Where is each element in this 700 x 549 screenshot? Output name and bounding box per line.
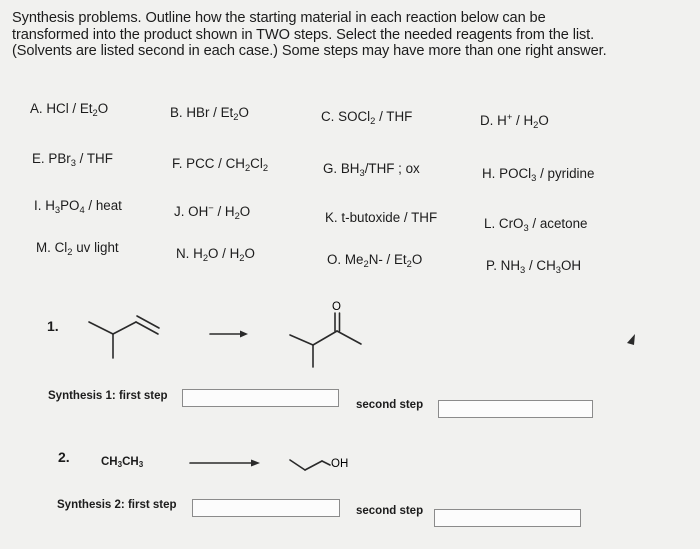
formula-part: O: [538, 113, 549, 128]
formula-part: CH: [122, 456, 139, 468]
formula-part: N- / Et: [368, 252, 407, 267]
reagent-letter: C.: [321, 109, 335, 124]
formula-part: 4: [79, 205, 85, 215]
formula-part: 2: [370, 116, 376, 126]
formula-part: PO: [60, 198, 80, 213]
formula-part: / heat: [84, 198, 122, 213]
reagent-letter: J.: [174, 204, 185, 219]
synthesis-1-second-step-label: second step: [356, 399, 424, 411]
formula-part: HCl / Et: [46, 101, 93, 116]
product-bond: [305, 461, 322, 470]
instruction-line: Synthesis problems. Outline how the starting material in each reaction below can be: [12, 10, 546, 26]
formula-part: 2: [67, 247, 73, 257]
reagent-letter: D.: [480, 113, 494, 128]
formula-part: Cl: [250, 156, 263, 171]
formula-part: O: [244, 246, 255, 261]
reagent-letter: F.: [172, 156, 183, 171]
reagent-letter: N.: [176, 246, 190, 261]
formula-part: +: [506, 112, 513, 122]
formula-part: 3: [555, 265, 561, 275]
reagent-letter: E.: [32, 151, 45, 166]
formula-part: / THF: [75, 151, 113, 166]
formula-part: H: [45, 198, 55, 213]
formula-part: O: [238, 105, 249, 120]
formula-part: / CH: [525, 258, 556, 273]
formula-part: H: [497, 113, 507, 128]
formula-part: O / H: [208, 246, 240, 261]
formula-part: / pyridine: [536, 166, 595, 181]
synthesis-2-second-step-label: second step: [356, 505, 424, 517]
synthesis-2-first-step-input[interactable]: [192, 499, 340, 517]
reagent-letter: G.: [323, 161, 338, 176]
reagent-letter: A.: [30, 101, 43, 116]
formula-part: NH: [500, 258, 521, 273]
formula-part: 2: [92, 108, 98, 118]
formula-part: O: [97, 101, 109, 116]
problem-1-number: 1.: [47, 318, 59, 334]
reagent-letter: I.: [34, 198, 42, 213]
formula-part: t-butoxide / THF: [341, 210, 438, 225]
formula-part: 3: [70, 158, 76, 168]
formula-part: / H: [213, 204, 235, 219]
formula-part: O: [411, 252, 423, 267]
formula-part: PCC / CH: [186, 156, 245, 171]
formula-part: CrO: [498, 216, 524, 231]
reagent-letter: M.: [36, 240, 51, 255]
formula-part: O: [239, 204, 251, 219]
formula-part: OH: [188, 204, 209, 219]
synthesis-2-second-step-input[interactable]: [434, 509, 581, 527]
reagent-letter: L.: [484, 216, 496, 231]
synthesis-1-first-step-label: Synthesis 1: first step: [48, 390, 168, 402]
reagent-letter: P.: [486, 258, 497, 273]
formula-part: POCl: [499, 166, 532, 181]
reagent-letter: K.: [325, 210, 338, 225]
formula-part: H: [193, 246, 203, 261]
arrowhead-icon: [251, 460, 260, 467]
formula-part: / acetone: [528, 216, 588, 231]
product-hydroxyl: OH: [331, 458, 349, 470]
formula-part: HBr / Et: [186, 105, 234, 120]
formula-part: PBr: [48, 151, 71, 166]
formula-part: 2: [202, 253, 209, 263]
formula-part: 2: [363, 259, 369, 269]
product-bond: [290, 460, 305, 470]
formula-part: OH: [560, 258, 582, 273]
synthesis-2-first-step-label: Synthesis 2: first step: [57, 499, 177, 511]
formula-part: /THF ; ox: [364, 161, 420, 176]
formula-part: 2: [406, 259, 412, 269]
formula-part: 3: [359, 168, 365, 178]
reagent-letter: H.: [482, 166, 496, 181]
formula-part: 2: [262, 163, 269, 173]
product-bond: [322, 461, 330, 465]
formula-part: uv light: [72, 240, 119, 255]
formula-part: / THF: [375, 109, 413, 124]
formula-part: 2: [233, 112, 239, 122]
formula-part: 3: [523, 223, 529, 233]
formula-part: 2: [234, 211, 240, 221]
formula-part: CH: [101, 456, 118, 468]
formula-part: 3: [138, 460, 144, 469]
formula-part: 2: [244, 163, 251, 173]
formula-part: −: [208, 203, 214, 213]
formula-part: 3: [54, 205, 61, 215]
formula-part: BH: [340, 161, 360, 176]
reagent-letter: B.: [170, 105, 183, 120]
problem-2-number: 2.: [58, 449, 70, 465]
instruction-line: (Solvents are listed second in each case.) Some steps may have more than one right answer.: [12, 43, 607, 59]
formula-part: 3: [520, 265, 526, 275]
formula-part: / H: [512, 113, 534, 128]
formula-part: 3: [117, 460, 123, 469]
formula-part: 2: [239, 253, 245, 263]
reagent-letter: O.: [327, 252, 342, 267]
product-oxygen: O: [332, 301, 341, 313]
formula-part: 2: [533, 120, 539, 130]
instruction-line: transformed into the product shown in TWO steps. Select the needed reagents from the list.: [12, 26, 595, 43]
formula-part: Cl: [54, 240, 68, 255]
formula-part: 3: [531, 173, 537, 183]
formula-part: Me: [344, 252, 364, 267]
formula-part: SOCl: [338, 109, 371, 124]
